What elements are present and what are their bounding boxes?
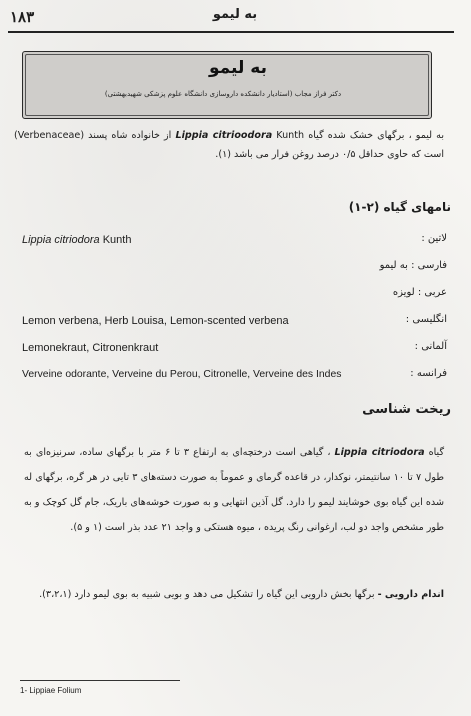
names-label: لاتین : [421,233,447,244]
names-value-italic: Lippia citriodora [22,234,100,246]
intro-lead: به لیمو ، برگهای خشک شده گیاه [308,130,444,141]
names-label: آلمانی : [414,341,447,352]
intro-rest: از خانواده شاه پسند (Verbenaceae) است که حاوی حداقل ۰/۵ درصد روغن فرار می باشد (۱). [14,130,444,160]
intro-latin-name: Lippia citrioodora [175,130,273,141]
page-number: ۱۸۳ [10,8,35,26]
running-title: به لیمو [212,7,258,22]
names-value: Lemonekraut, Citronenkraut [22,342,159,354]
names-value-rest: Kunth [99,234,132,246]
names-label: فرانسه : [410,368,447,379]
intro-paragraph [14,126,444,164]
morphology-text: ، گیاهی است درختچه‌ای به ارتفاع ۳ تا ۶ متر با برگهای ساده، سرنیزه‌ای به طول ۷ تا ۱۰ سانتیمتر، نوکدار، در قاعده گرمای و عموماً به صورت دسته‌های ۳ تایی در هر گره، برگهای له شده این گیاه بوی خوشایند لیمو را دارد. گل آذین انتهایی و به صورت خوشه‌های باریک، جام گل کوچک و به طور مشخص واجد دو لب، ارغوانی رنگ پریده ، میوه هستکی و واجد ۲۱ عدد بذر است (۱ و ۵). [24,447,444,533]
names-heading: نامهای گیاه (۲-۱) [348,200,451,214]
morphology-heading: ریخت شناسی [362,402,451,417]
names-label: انگلیسی : [405,314,447,325]
names-label: فارسی : به لیمو [379,260,447,271]
names-value: Verveine odorante, Verveine du Perou, Citronelle, Verveine des Indes [22,369,342,380]
morphology-latin-name: Lippia citriodora [334,447,425,458]
medicinal-organ-text: برگها بخش دارویی این گیاه را تشکیل می دهد و بویی شبیه به بوی لیمو دارد (۳،۲،۱). [39,589,375,600]
names-row-french [22,368,447,388]
medicinal-organ-paragraph [24,585,444,604]
names-row-latin [22,233,447,253]
footnote-divider [20,680,180,681]
names-value [22,234,131,246]
names-row-german [22,341,447,361]
header-divider [8,31,454,33]
morphology-lead: گیاه [428,447,445,458]
title-box [22,51,432,119]
morphology-paragraph [24,440,444,540]
names-value: Lemon verbena, Herb Louisa, Lemon-scented verbena [22,315,289,327]
names-row-persian [22,260,447,280]
names-row-english [22,314,447,334]
names-label: عربی : لویزه [392,287,447,298]
intro-author-abbr: Kunth [276,130,305,141]
medicinal-organ-label: اندام دارویی - [377,589,444,600]
article-title: به لیمو [209,58,267,78]
footnote: 1- Lippiae Folium [20,686,82,695]
names-row-arabic [22,287,447,307]
author-line: دکتر فراز مجاب (استادیار دانشکده داروسازی دانشگاه علوم پزشکی شهیدبهشتی) [104,90,342,98]
